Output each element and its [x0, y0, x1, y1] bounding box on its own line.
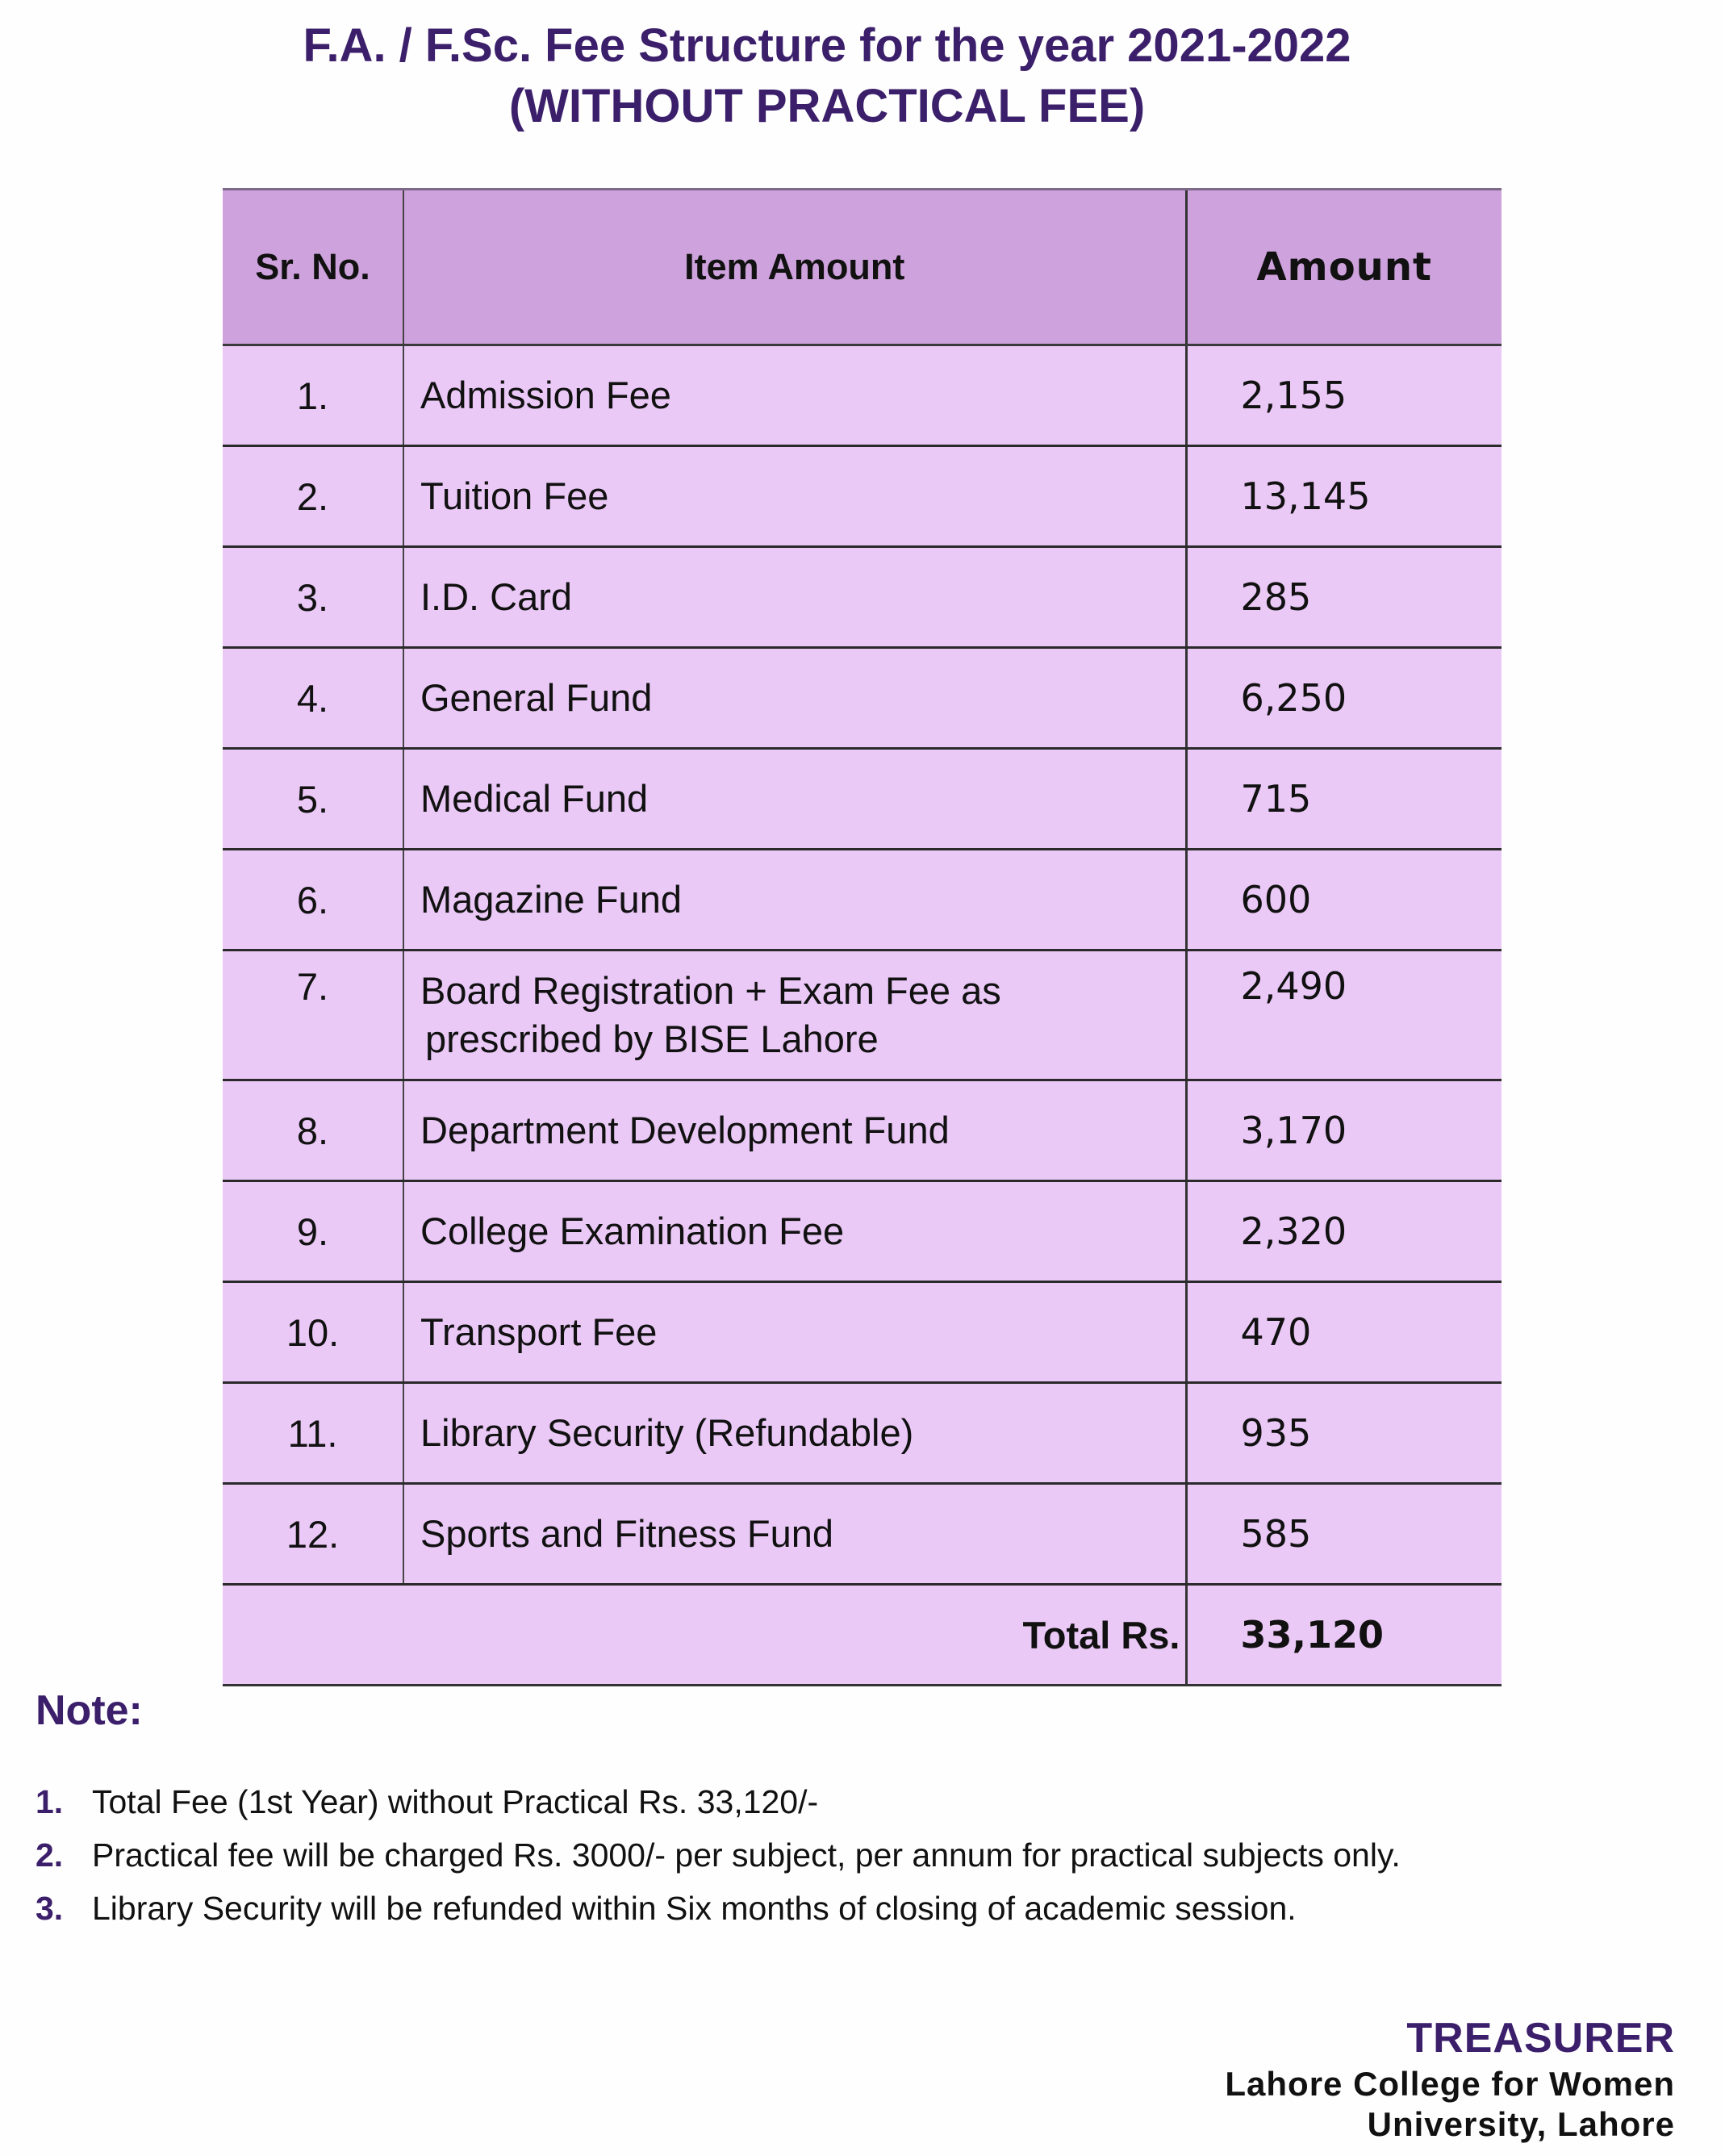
row-item-line: Board Registration + Exam Fee as: [420, 969, 1001, 1012]
row-item: [403, 951, 1186, 1080]
row-sr-no: 5.: [223, 749, 403, 850]
signature-line: University, Lahore: [1367, 2105, 1675, 2143]
note-number: 1.: [36, 1783, 64, 1820]
row-sr-no: 3.: [223, 547, 403, 648]
header-item-amount: Item Amount: [403, 190, 1186, 345]
header-sr-no: Sr. No.: [223, 190, 403, 345]
list-item: [36, 1828, 1714, 1882]
row-item: College Examination Fee: [403, 1181, 1186, 1282]
row-item: Tuition Fee: [403, 446, 1186, 547]
note-heading: Note:: [36, 1687, 143, 1734]
list-item: [36, 1882, 1714, 1935]
table-row: [223, 749, 1502, 850]
table-header-row: [223, 190, 1502, 345]
page-subtitle: (WITHOUT PRACTICAL FEE): [508, 80, 1146, 132]
notes-list: [36, 1775, 1714, 1935]
signature-title: TREASURER: [1406, 2015, 1675, 2062]
row-item: General Fund: [403, 648, 1186, 749]
row-sr-no: 4.: [223, 648, 403, 749]
row-sr-no: 9.: [223, 1181, 403, 1282]
header-amount: Amount: [1186, 190, 1502, 345]
row-amount: 935: [1186, 1383, 1502, 1484]
table-row: [223, 648, 1502, 749]
row-sr-no: 2.: [223, 446, 403, 547]
row-item: Department Development Fund: [403, 1080, 1186, 1181]
row-item: Medical Fund: [403, 749, 1186, 850]
signature-block: [1225, 2012, 1675, 2145]
row-item: Transport Fee: [403, 1282, 1186, 1383]
table-row: [223, 446, 1502, 547]
row-amount: 285: [1186, 547, 1502, 648]
row-sr-no: 8.: [223, 1080, 403, 1181]
row-amount: 600: [1186, 850, 1502, 951]
row-sr-no: 12.: [223, 1484, 403, 1585]
signature-line: Lahore College for Women: [1225, 2065, 1675, 2103]
row-amount: 2,490: [1186, 951, 1502, 1080]
row-amount: 2,155: [1186, 345, 1502, 446]
table-row: [223, 1383, 1502, 1484]
row-amount: 470: [1186, 1282, 1502, 1383]
table-row: [223, 1484, 1502, 1585]
row-item: Admission Fee: [403, 345, 1186, 446]
row-sr-no: 11.: [223, 1383, 403, 1484]
row-item-line: prescribed by BISE Lahore: [425, 1017, 879, 1060]
row-item: Sports and Fitness Fund: [403, 1484, 1186, 1585]
fee-structure-table: [223, 188, 1502, 1686]
total-amount: 33,120: [1186, 1585, 1502, 1686]
note-text: Total Fee (1st Year) without Practical Rs. 33,120/-: [92, 1783, 819, 1820]
note-number: 2.: [36, 1836, 64, 1874]
row-amount: 6,250: [1186, 648, 1502, 749]
row-amount: 715: [1186, 749, 1502, 850]
row-amount: 585: [1186, 1484, 1502, 1585]
row-item: Magazine Fund: [403, 850, 1186, 951]
table-row: [223, 345, 1502, 446]
table-row: [223, 547, 1502, 648]
table-row: [223, 850, 1502, 951]
total-row: [223, 1585, 1502, 1686]
row-amount: 3,170: [1186, 1080, 1502, 1181]
row-sr-no: 10.: [223, 1282, 403, 1383]
note-text: Library Security will be refunded within Six months of closing of academic session.: [92, 1890, 1297, 1927]
note-text: Practical fee will be charged Rs. 3000/- per subject, per annum for practical subjects only.: [92, 1836, 1401, 1874]
page-title: F.A. / F.Sc. Fee Structure for the year 2021-2022: [303, 19, 1351, 72]
table-row: [223, 951, 1502, 1080]
total-label: Total Rs.: [223, 1585, 1186, 1686]
table-row: [223, 1080, 1502, 1181]
list-item: [36, 1775, 1714, 1828]
row-item: Library Security (Refundable): [403, 1383, 1186, 1484]
row-item: I.D. Card: [403, 547, 1186, 648]
row-sr-no: 6.: [223, 850, 403, 951]
row-sr-no: 1.: [223, 345, 403, 446]
row-sr-no: 7.: [223, 951, 403, 1080]
row-amount: 13,145: [1186, 446, 1502, 547]
table-row: [223, 1282, 1502, 1383]
note-number: 3.: [36, 1890, 64, 1927]
table-row: [223, 1181, 1502, 1282]
row-amount: 2,320: [1186, 1181, 1502, 1282]
